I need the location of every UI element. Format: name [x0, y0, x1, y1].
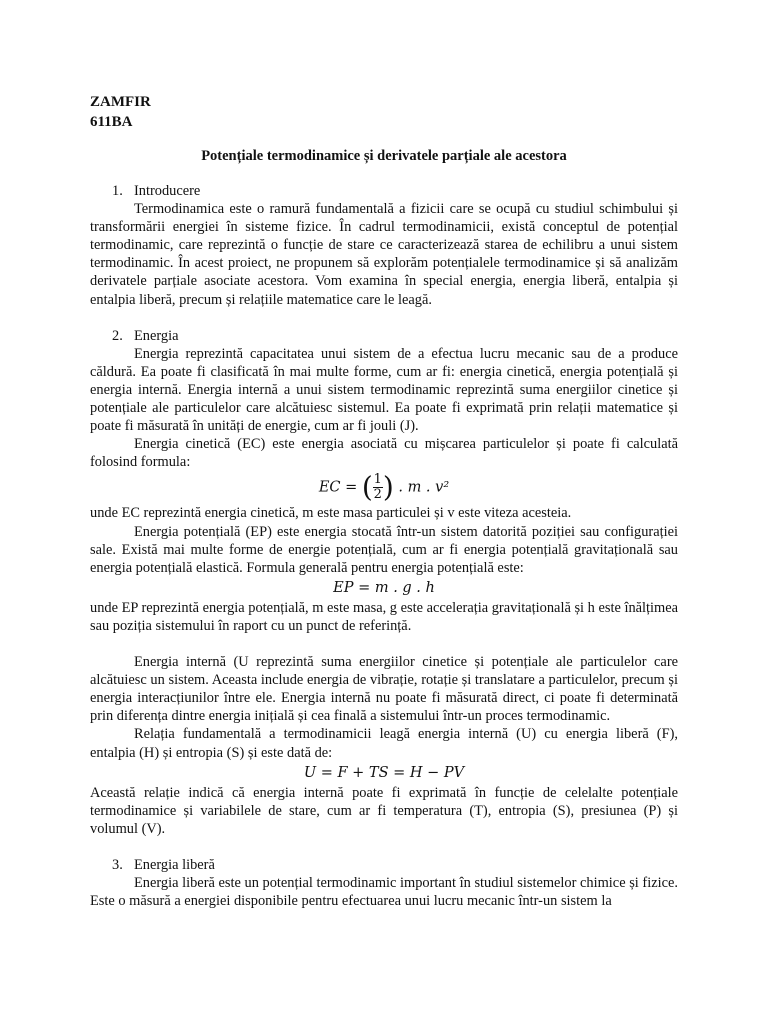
section-number: 3. [112, 857, 123, 873]
equation-rhs: . m . v² [398, 479, 450, 496]
author-block [90, 92, 151, 132]
author-name: ZAMFIR [90, 94, 151, 110]
fraction [373, 473, 383, 502]
equation-kinetic-energy: EC = ( $\frac{1}{2}$ ) . m . v² [318, 470, 450, 504]
section-number: 1. [112, 183, 123, 199]
paragraph: Energia reprezintă capacitatea unui sistem de a efectua lucru mecanic sau de a produce căldură. Ea poate fi clasificată în mai multe forme, cum ar fi: energia cinetică, energia potențială și energia internă. Energia internă a unui sistem termodinamic reprezintă suma energiilor cinetice și potențiale ale particulelor care alcătuiesc sistemul. Ea poate fi exprimată prin relații matematice și poate fi măsurată în unități de energie, cum ar fi jouli (J). [90, 345, 678, 435]
equation-potential-energy: EP = m . g . h [333, 579, 435, 596]
paragraph: Relația fundamentală a termodinamicii leagă energia internă (U) cu energia liberă (F), entalpia (H) și entropia (S) și este dată de: [90, 726, 678, 761]
section-title: Introducere [134, 183, 201, 199]
paragraph: Termodinamica este o ramură fundamentală a fizicii care se ocupă cu studiul schimbului și transformării energiei în sisteme fizice. În cadrul termodinamicii, există conceptul de potențial termodinamic, care reprezintă o funcție de stare ce caracterizează starea de echilibru a unui sistem termodinamic. În acest proiect, ne propunem să explorăm potențialele termodinamice și să analizăm derivatele parțiale asociate acestora. Vom examina în special energia, energia liberă, entalpia și entalpia liberă, precum și relațiile matematice care le leagă. [90, 201, 678, 308]
document-title: Potențiale termodinamice și derivatele parțiale ale acestora [201, 148, 567, 164]
fraction-numerator: 1 [373, 472, 382, 488]
section-number: 2. [112, 327, 123, 344]
paragraph: Energia internă (U reprezintă suma energiilor cinetice și potențiale ale particulelor care alcătuiesc un sistem. Aceasta include energia de vibrație, rotație și translatare a particulelor, precum și energia interacțiunilor între ele. Energia internă nu poate fi măsurată direct, ci poate fi determinată prin diferența dintre energia inițială și cea finală a sistemului într-un proces termodinamic. [90, 654, 678, 725]
paragraph: Această relație indică că energia internă poate fi exprimată în funcție de celelalte potențiale termodinamice și variabilele de stare, cum ar fi temperatura (T), entropia (S), presiunea (P) și volumul (V). [90, 784, 678, 837]
paragraph: unde EC reprezintă energia cinetică, m este masa particulei și v este viteza acesteia. [90, 505, 572, 522]
section-heading-energia-libera [90, 856, 678, 874]
document-body [90, 182, 678, 910]
equation-fundamental-relation: U = F + TS = H − PV [303, 764, 465, 781]
section-heading-energia [90, 327, 678, 345]
paragraph: Energia potențială (EP) este energia stocată într-un sistem datorită poziției sau configurației sale. Există mai multe forme de energie potențială, cum ar fi energia potențială gravitațională sau energia potențială elastică. Formula generală pentru energia potențială este: [90, 523, 678, 576]
section-title: Energia [134, 327, 179, 344]
paragraph: unde EP reprezintă energia potențială, m este masa, g este accelerația gravitațională și h este înălțimea sau poziția sistemului în raport cu un punct de referință. [90, 599, 678, 634]
fraction-denominator: 2 [373, 487, 382, 503]
paragraph: Energia cinetică (EC) este energia asociată cu mișcarea particulelor și poate fi calculată folosind formula: [90, 436, 678, 471]
section-title: Energia liberă [134, 857, 215, 873]
author-group: 611BA [90, 114, 133, 130]
equation-lhs: EC = [318, 479, 358, 496]
section-heading-introducere [90, 182, 678, 200]
paragraph: Energia liberă este un potențial termodinamic important în studiul sistemelor chimice și fizice. Este o măsură a energiei disponibile pentru efectuarea unui lucru mecanic într-un sistem la [90, 875, 678, 910]
